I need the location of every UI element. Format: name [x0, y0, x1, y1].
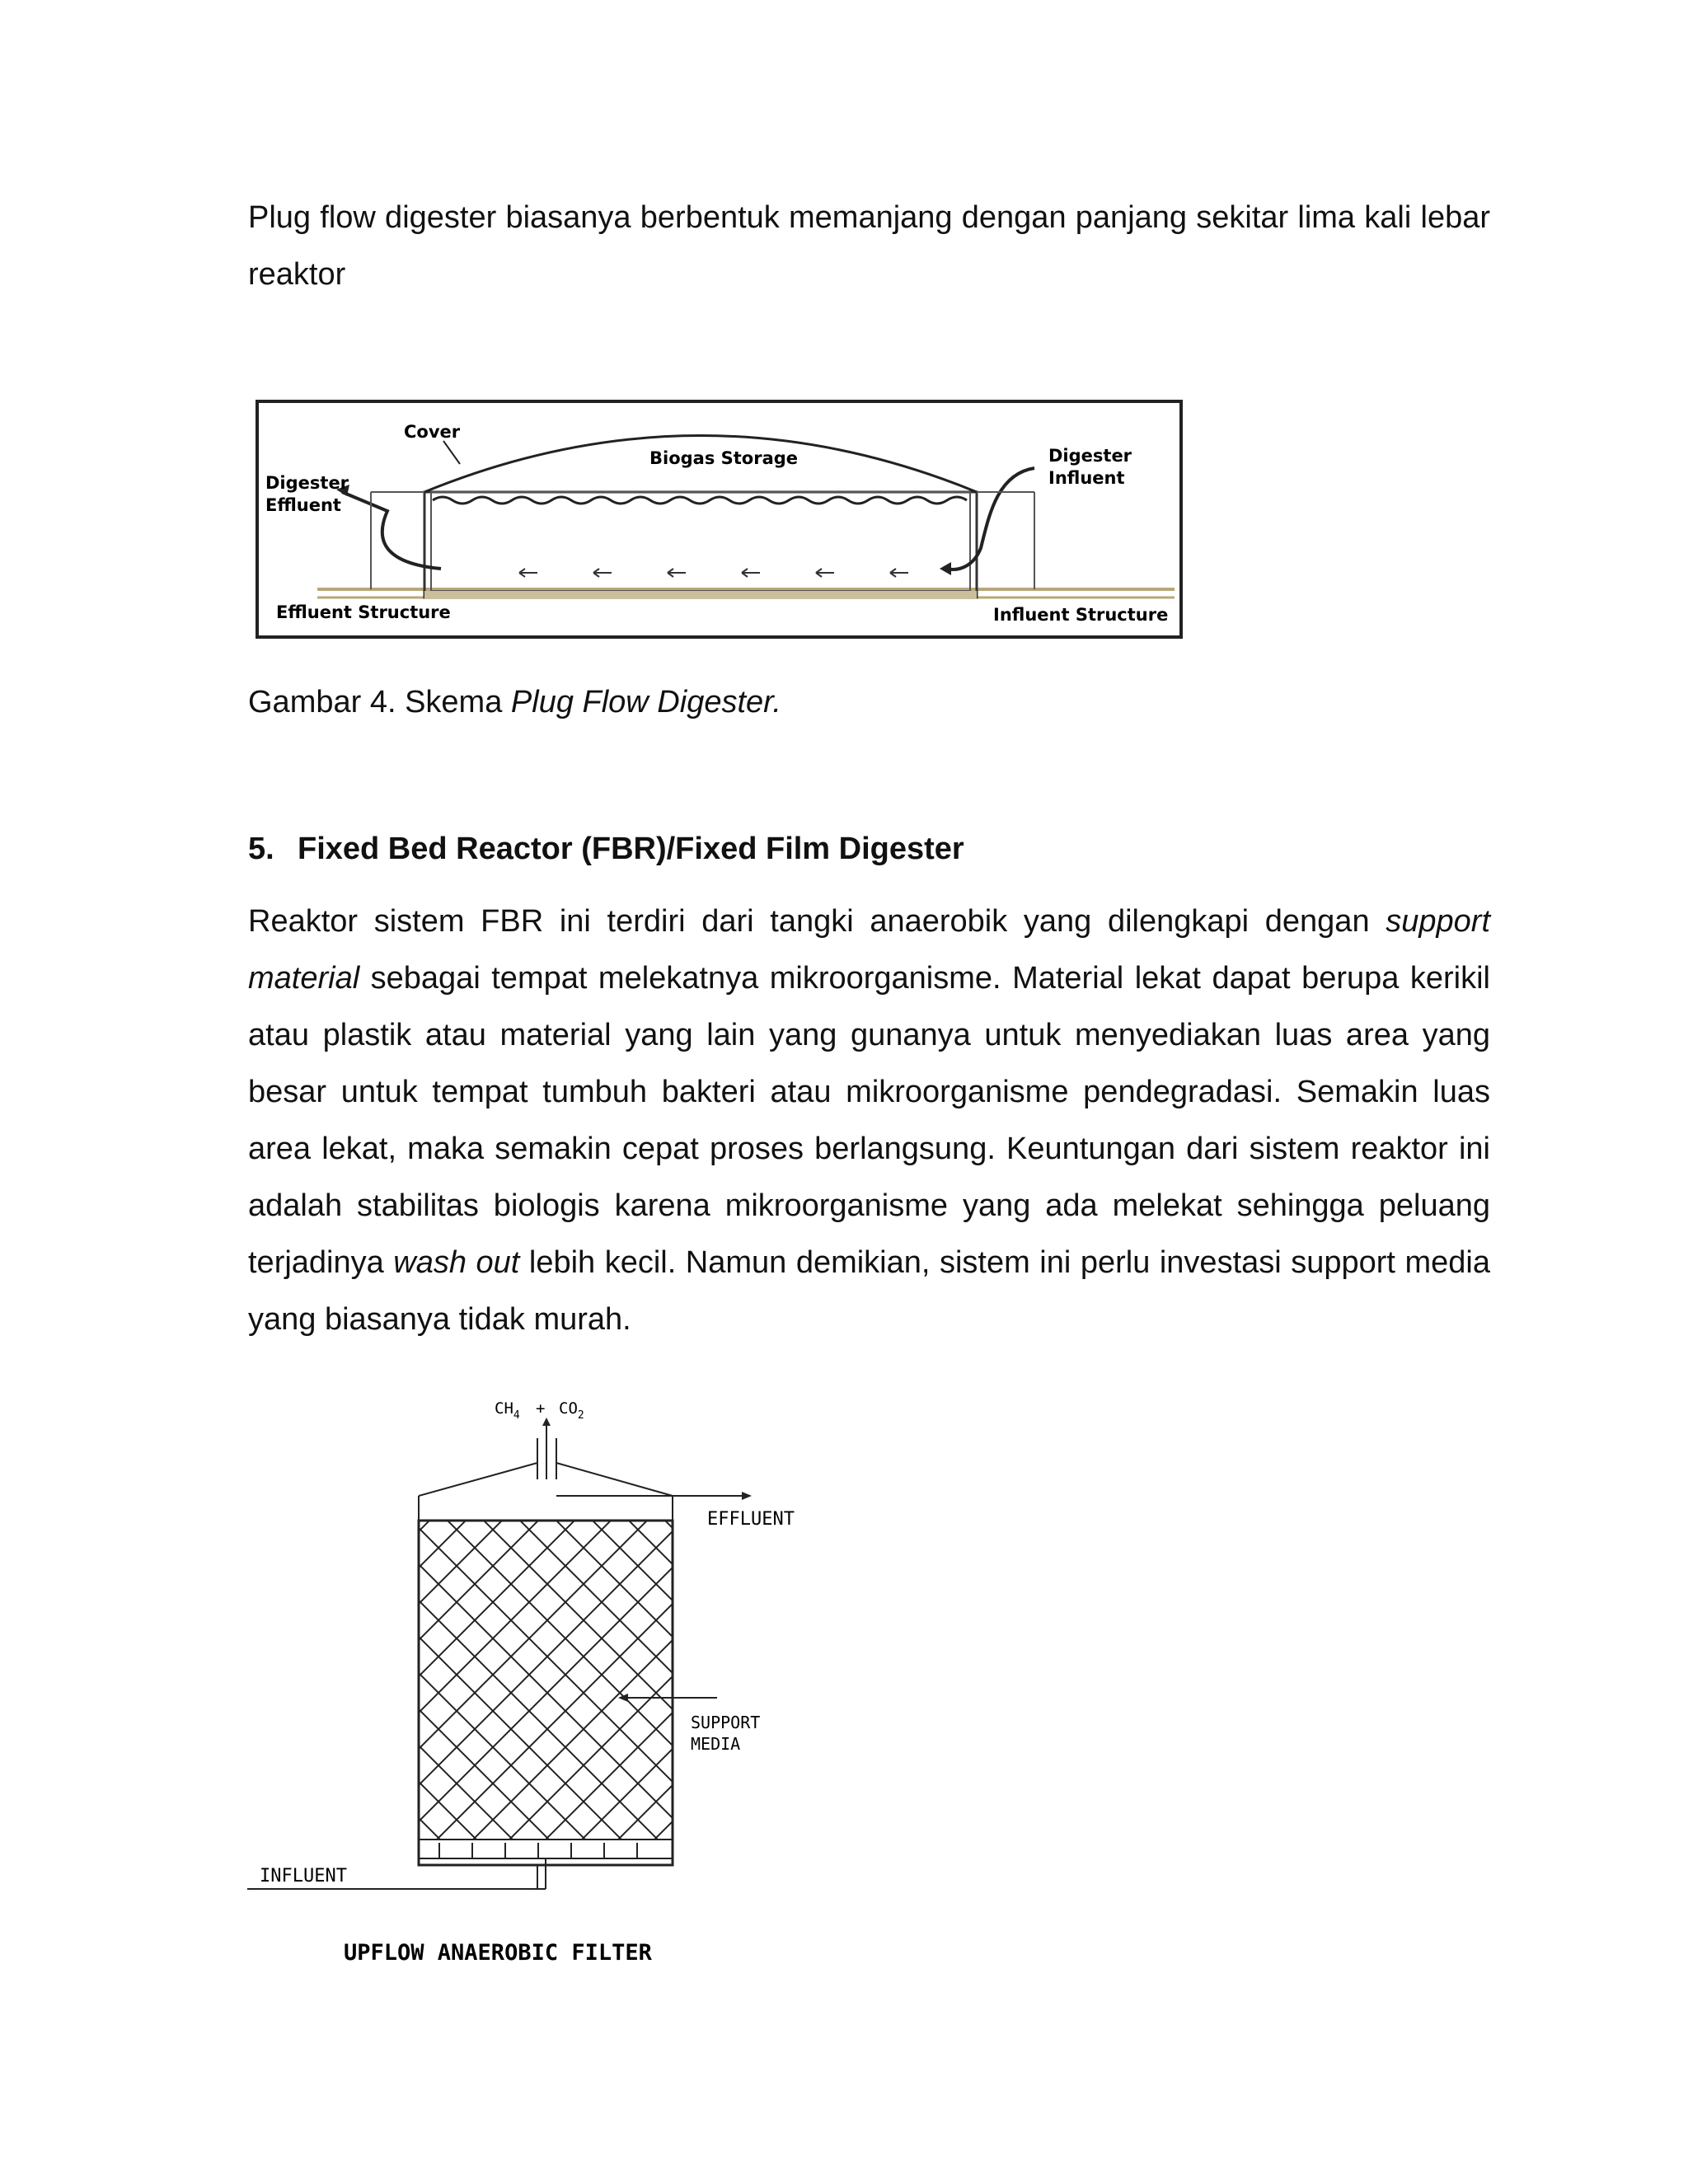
fbr-italic-support-material: support material	[248, 904, 1490, 996]
influent-label: INFLUENT	[260, 1866, 347, 1886]
digester-influent-label-1: Digester	[1048, 446, 1132, 466]
effluent-structure-label: Effluent Structure	[276, 602, 451, 622]
support-media-label-2: MEDIA	[691, 1734, 741, 1754]
section-number: 5.	[248, 832, 274, 866]
section-title: Fixed Bed Reactor (FBR)/Fixed Film Digester	[298, 832, 964, 866]
fbr-italic-wash-out: wash out	[393, 1245, 520, 1280]
fbr-paragraph	[248, 893, 1490, 1348]
fbr-text-1: Reaktor sistem FBR ini terdiri dari tangki anaerobik yang dilengkapi dengan	[248, 904, 1386, 939]
figure-4-caption	[248, 674, 781, 731]
distributor-arrows	[439, 1843, 637, 1858]
support-media-bed	[419, 1521, 673, 1840]
fbr-text-2: sebagai tempat melekatnya mikroorganisme. Material lekat dapat berupa kerikil atau plastik atau material yang lain yang gunanya untuk menyediakan luas area yang besar untuk tempat tumbuh bakteri atau mikroorganisme pendegradasi. Semakin luas area lekat, maka semakin cepat proses berlangsung. Keuntungan dari sistem reaktor ini adalah stabilitas biologis karena mikroorganisme yang ada melekat sehingga peluang terjadinya	[248, 961, 1490, 1280]
digester-influent-label-2: Influent	[1048, 468, 1125, 488]
plug-flow-diagram	[256, 400, 1183, 639]
co2-label: $CO_2$	[559, 1399, 584, 1422]
caption-italic: Plug Flow Digester.	[510, 685, 781, 719]
support-media-label-1: SUPPORT	[691, 1713, 761, 1732]
digester-effluent-label-2: Effluent	[265, 495, 341, 515]
plug-flow-digester-figure	[256, 400, 1183, 639]
intro-paragraph: Plug flow digester biasanya berbentuk memanjang dengan panjang sekitar lima kali lebar reaktor	[248, 200, 1490, 292]
plus-label: +	[536, 1399, 546, 1418]
upflow-filter-diagram	[239, 1385, 865, 1978]
upflow-anaerobic-filter-figure	[239, 1385, 865, 1978]
digester-effluent-label-1: Digester	[265, 473, 349, 493]
tank-floor	[424, 591, 977, 599]
section-5-heading	[248, 824, 964, 874]
biogas-storage-label: Biogas Storage	[649, 448, 799, 468]
fbr-text-3: lebih kecil. Namun demikian, sistem ini perlu investasi support media yang biasanya tidak murah.	[248, 1245, 1490, 1337]
influent-structure-label: Influent Structure	[993, 605, 1169, 625]
effluent-label: EFFLUENT	[707, 1509, 795, 1530]
ch4-label: $CH_4$	[495, 1399, 520, 1422]
cover-label: Cover	[404, 422, 461, 442]
caption-prefix: Gambar 4. Skema	[248, 685, 511, 719]
upflow-filter-title: UPFLOW ANAEROBIC FILTER	[344, 1940, 652, 1966]
